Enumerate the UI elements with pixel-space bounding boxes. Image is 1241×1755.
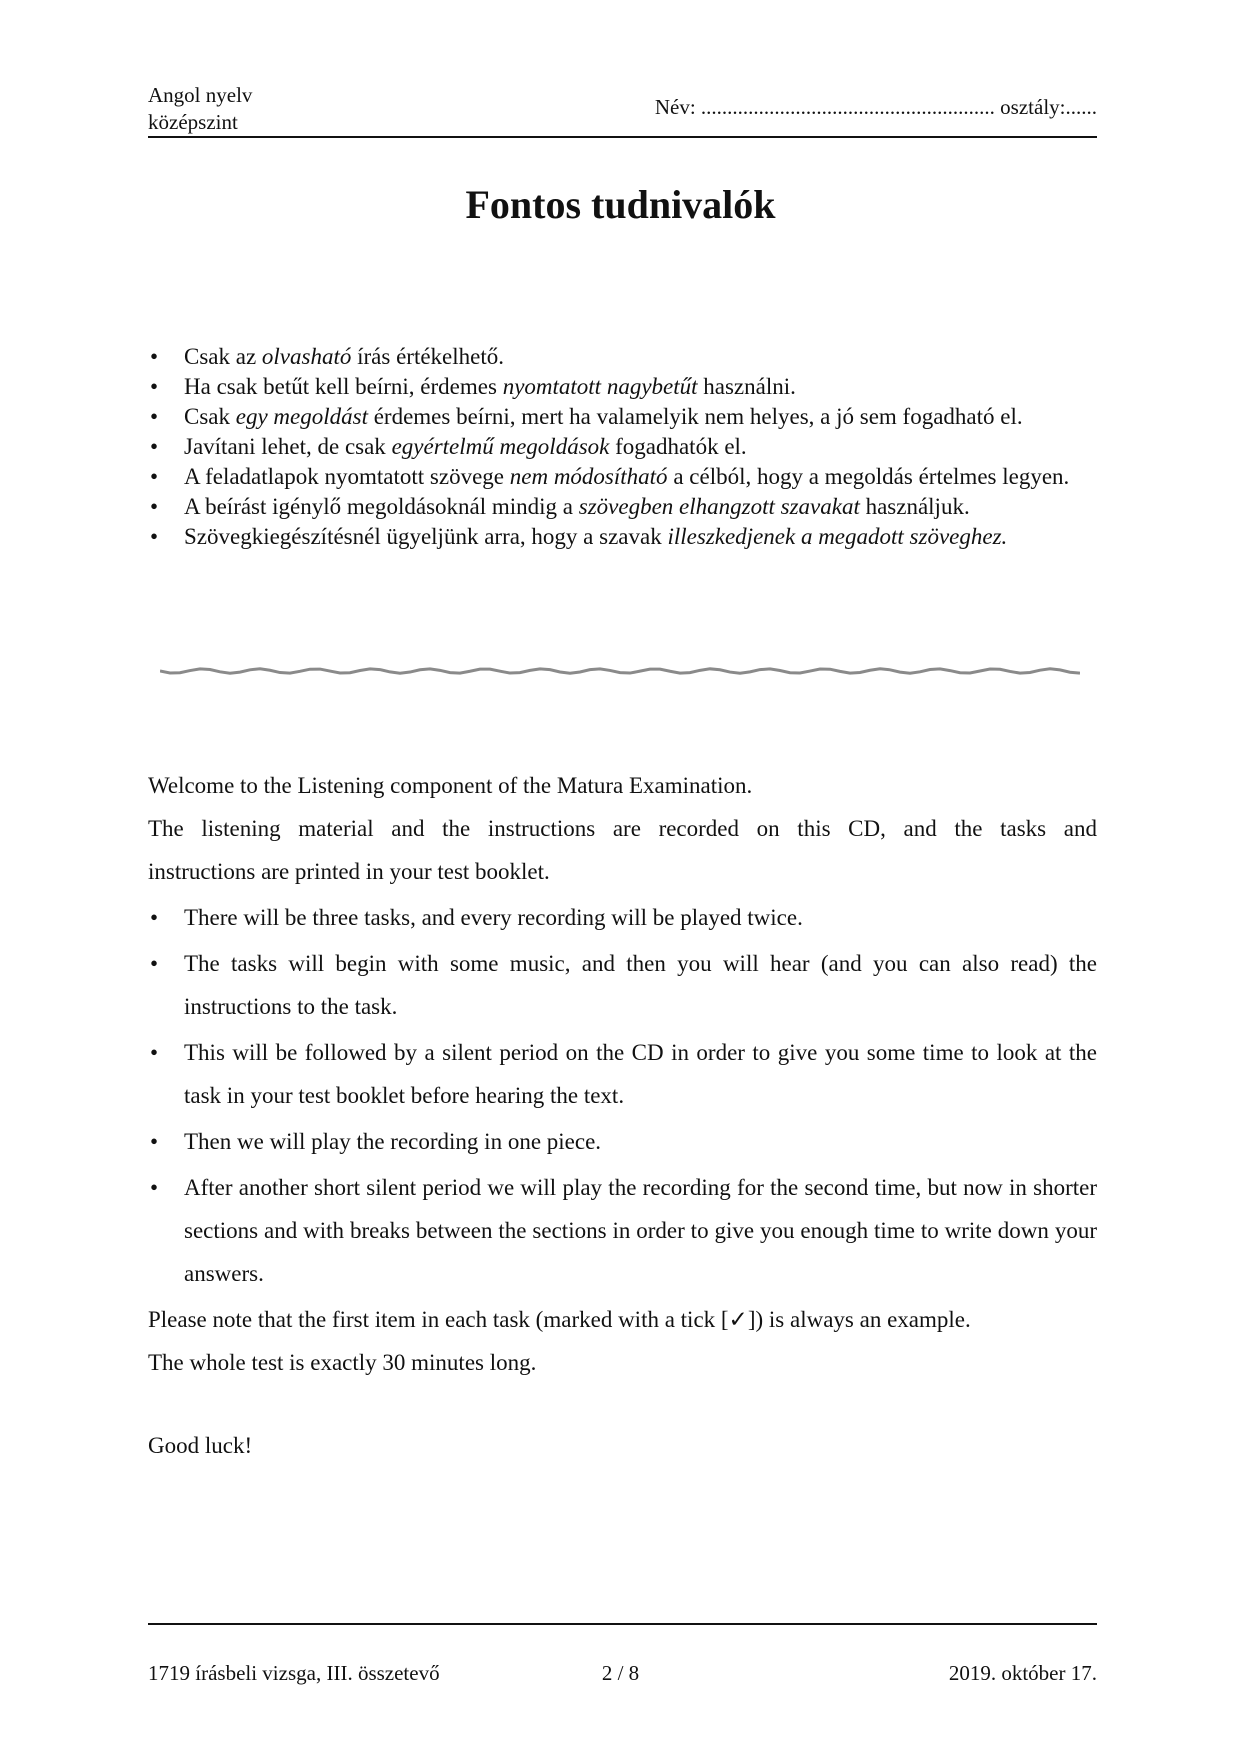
rule-item: • Szövegkiegészítésnél ügyeljünk arra, hogy a szavak illeszkedjenek a megadott szöveghez. — [148, 522, 1097, 552]
instruction-item: • Then we will play the recording in one piece. — [148, 1120, 1097, 1163]
material-text: The listening material and the instructions are recorded on this CD, and the tasks and instructions are printed in your test booklet. — [148, 816, 1097, 884]
rule-item: • Ha csak betűt kell beírni, érdemes nyomtatott nagybetűt használni. — [148, 372, 1097, 402]
header-name-field: Név: ........................................................ osztály:...... — [654, 95, 1097, 119]
footer-divider — [148, 1623, 1097, 1625]
welcome-text: Welcome to the Listening component of the Matura Examination. — [148, 773, 753, 798]
footer-exam: 1719 írásbeli vizsga, III. összetevő — [148, 1661, 440, 1685]
footer-page-number: 2 / 8 — [601, 1661, 640, 1685]
instruction-item: • There will be three tasks, and every recording will be played twice. — [148, 896, 1097, 939]
rule-item: • Csak az olvasható írás értékelhető. — [148, 342, 1097, 372]
footer-date: 2019. október 17. — [948, 1661, 1097, 1685]
listening-instructions — [148, 764, 1097, 1384]
header-level: középszint — [148, 110, 238, 134]
duration-text: The whole test is exactly 30 minutes long. — [148, 1350, 537, 1375]
instruction-item: • After another short silent period we will play the recording for the second time, but now in shorter sections and with breaks between the sections in order to give you enough time to write down your answers. — [148, 1166, 1097, 1295]
header-divider — [148, 136, 1097, 138]
instructions-list — [148, 896, 1097, 1295]
instruction-item: • This will be followed by a silent period on the CD in order to give you some time to look at the task in your test booklet before hearing the text. — [148, 1031, 1097, 1117]
rule-item: • Csak egy megoldást érdemes beírni, mert ha valamelyik nem helyes, a jó sem fogadható el. — [148, 402, 1097, 432]
wavy-divider — [160, 664, 1080, 678]
closing-text: Good luck! — [148, 1433, 253, 1458]
header-subject: Angol nyelv — [148, 83, 253, 107]
rule-item: • Javítani lehet, de csak egyértelmű megoldások fogadhatók el. — [148, 432, 1097, 462]
rule-item: • A feladatlapok nyomtatott szövege nem módosítható a célból, hogy a megoldás értelmes legyen. — [148, 462, 1097, 492]
header-subject-block — [148, 82, 252, 136]
page-title: Fontos tudnivalók — [465, 182, 776, 227]
rule-item: • A beírást igénylő megoldásoknál mindig a szövegben elhangzott szavakat használjuk. — [148, 492, 1097, 522]
rules-list — [148, 342, 1097, 552]
instruction-item: • The tasks will begin with some music, and then you will hear (and you can also read) the instructions to the task. — [148, 942, 1097, 1028]
example-note: Please note that the first item in each task (marked with a tick [✓]) is always an example. — [148, 1307, 971, 1332]
